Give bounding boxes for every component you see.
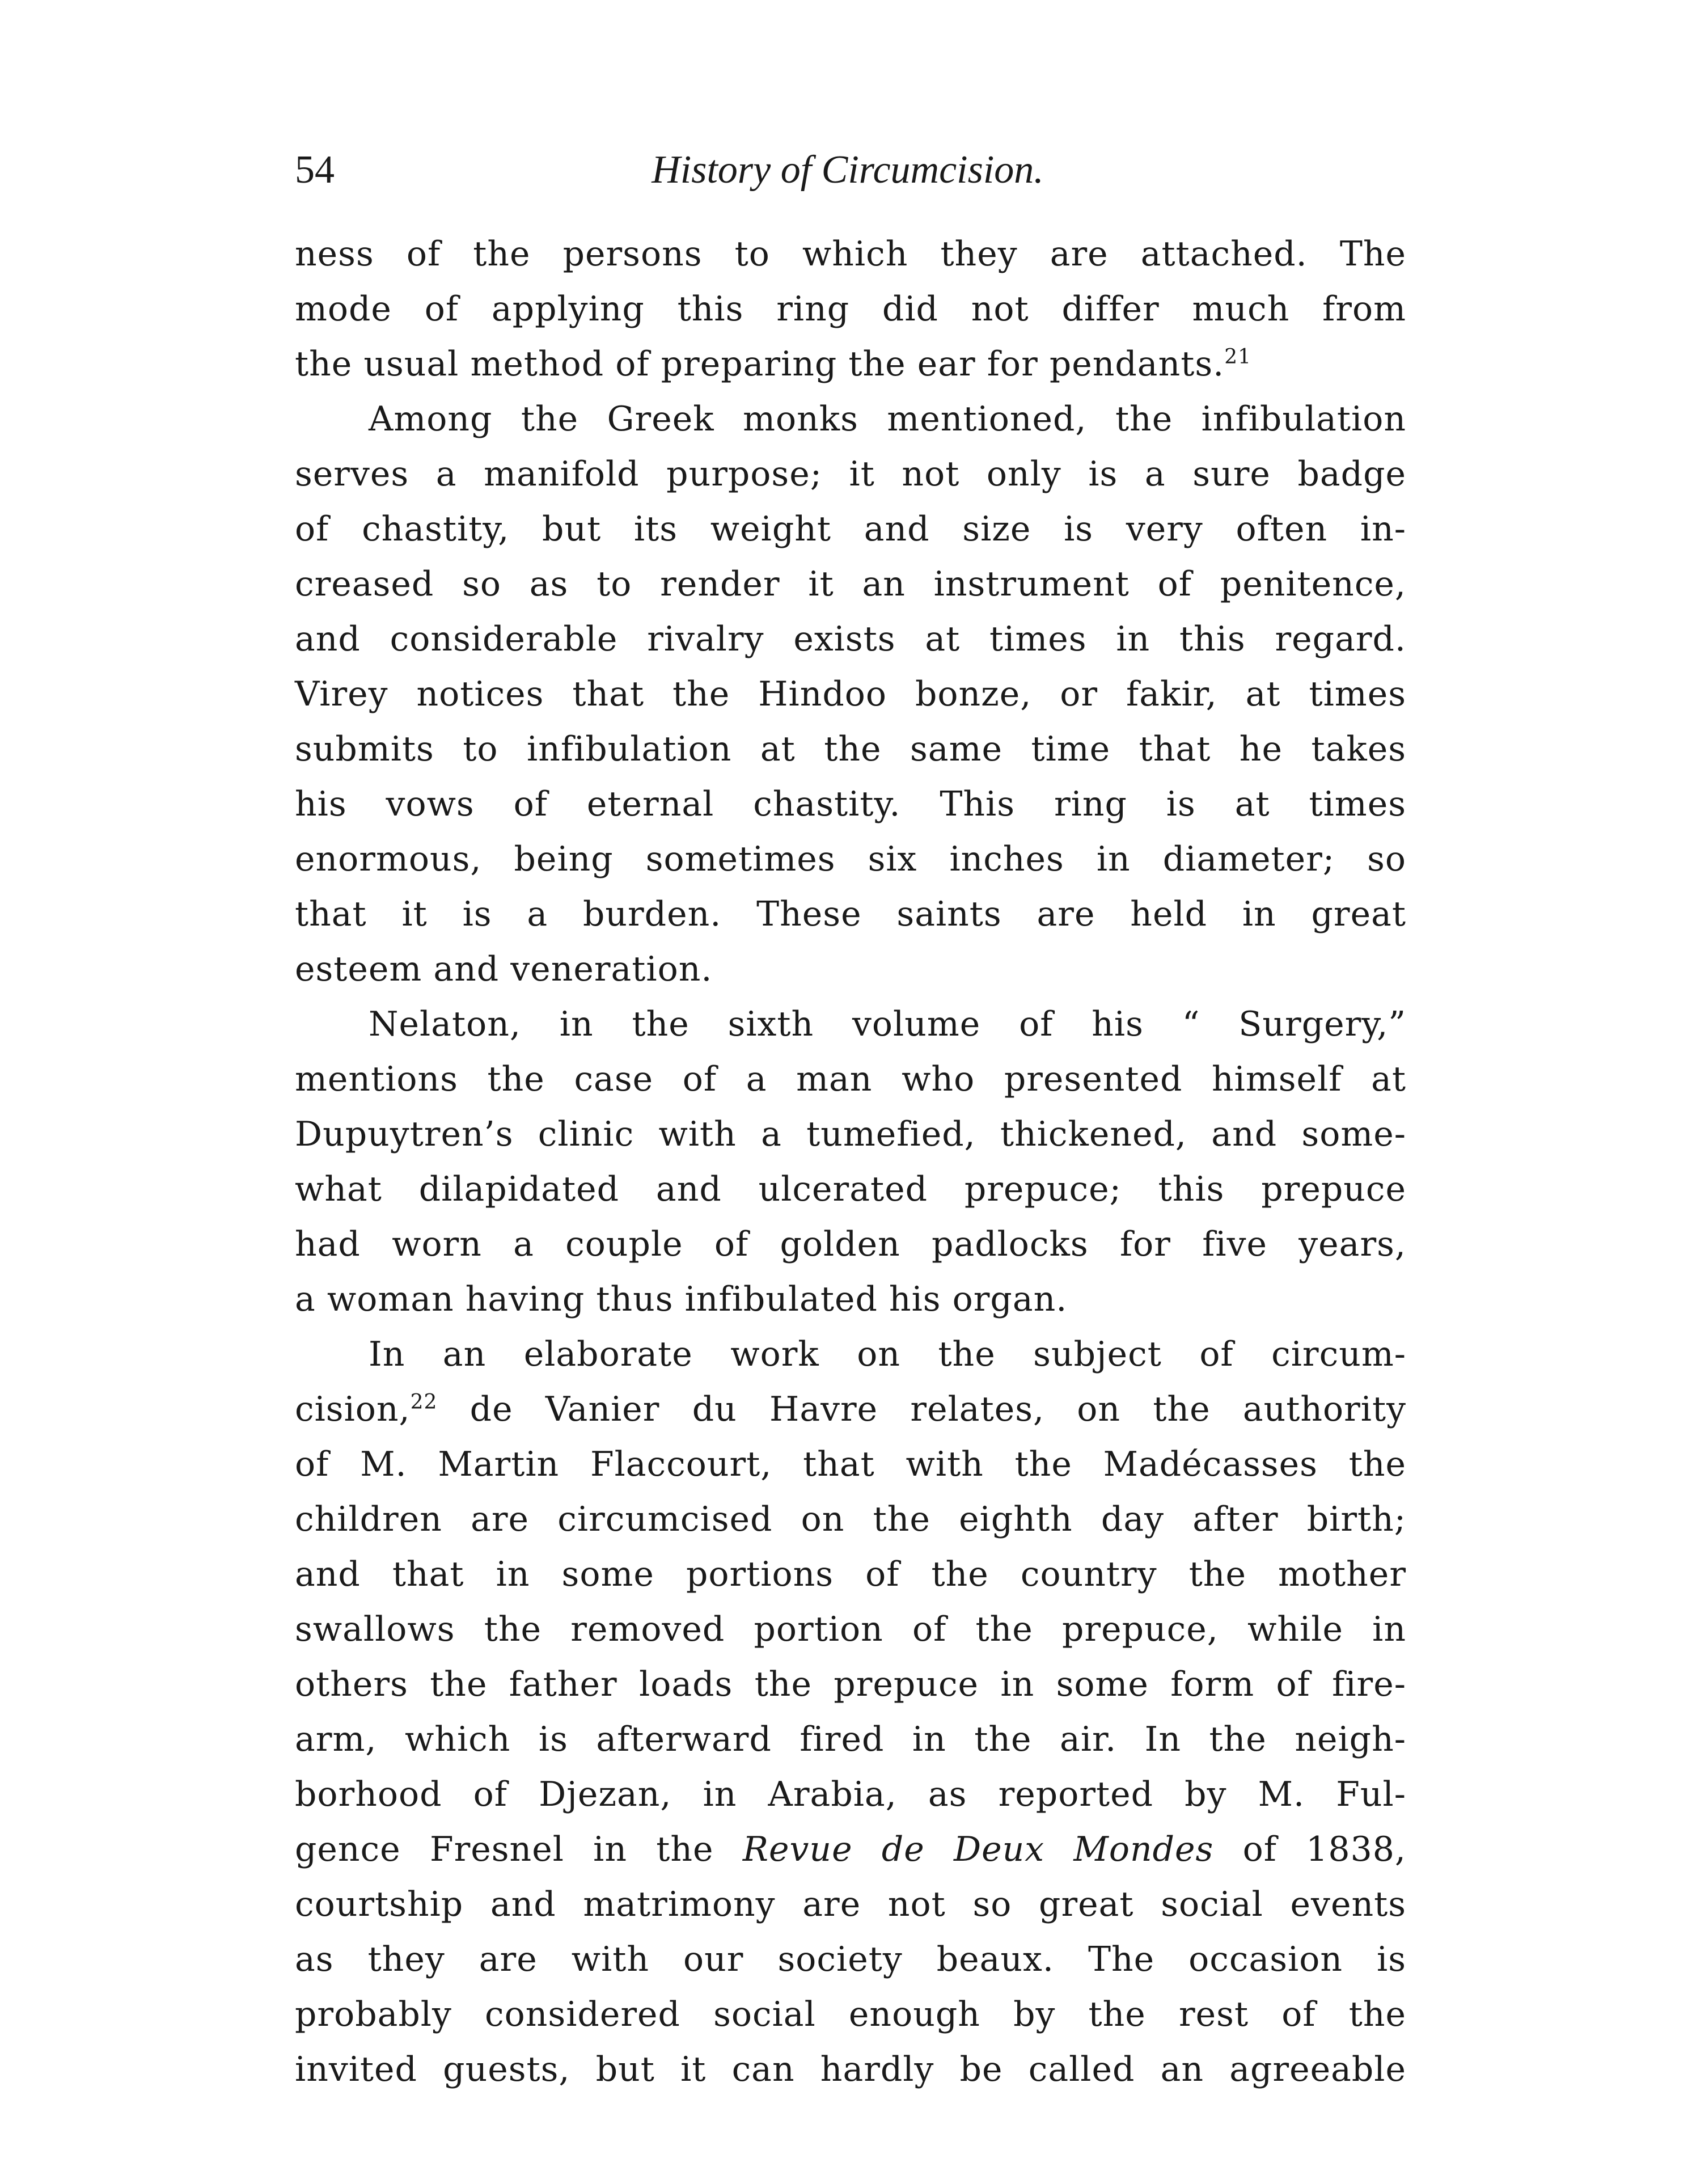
text-line: ness of the persons to which they are attached. The — [295, 234, 1406, 274]
text-line: esteem and veneration. — [295, 949, 713, 989]
text-line: borhood of Djezan, in Arabia, as reported by M. Ful- — [295, 1775, 1406, 1814]
paragraph-1 — [295, 227, 1406, 392]
text-span: gence Fresnel in the — [295, 1830, 743, 1869]
text-line — [295, 1382, 1406, 1437]
text-line: of M. Martin Flaccourt, that with the Madécasses the — [295, 1444, 1406, 1484]
body-text — [295, 227, 1406, 2097]
text-line: probably considered social enough by the rest of the — [295, 1995, 1406, 2034]
text-line: mentions the case of a man who presented himself at — [295, 1059, 1406, 1099]
text-line: enormous, being sometimes six inches in diameter; so — [295, 839, 1406, 879]
text-line — [295, 1822, 1406, 1877]
text-line: swallows the removed portion of the prepuce, while in — [295, 1610, 1406, 1649]
footnote-reference: 21 — [1224, 345, 1251, 369]
text-line: serves a manifold purpose; it not only is a sure badge — [295, 454, 1406, 494]
paragraph-4 — [295, 1327, 1406, 2097]
text-span: of 1838, — [1213, 1830, 1406, 1869]
text-line: mode of applying this ring did not differ much from — [295, 289, 1406, 329]
text-line: what dilapidated and ulcerated prepuce; this prepuce — [295, 1169, 1406, 1209]
text-span: the usual method of preparing the ear for pendants. — [295, 344, 1225, 384]
text-span: cision, — [295, 1389, 411, 1429]
text-line: as they are with our society beaux. The occasion is — [295, 1940, 1406, 1979]
text-line: In an elaborate work on the subject of circum- — [369, 1334, 1406, 1374]
paragraph-2 — [295, 392, 1406, 997]
text-line: children are circumcised on the eighth day after birth; — [295, 1499, 1406, 1539]
running-title: History of Circumcision. — [652, 148, 1044, 192]
text-line: submits to infibulation at the same time that he takes — [295, 729, 1406, 769]
journal-title: Revue de Deux Mondes — [742, 1830, 1214, 1869]
text-line: creased so as to render it an instrument of penitence, — [295, 564, 1406, 604]
text-line: of chastity, but its weight and size is very often in- — [295, 509, 1406, 549]
text-line: had worn a couple of golden padlocks for five years, — [295, 1224, 1406, 1264]
text-line: arm, which is afterward fired in the air. In the neigh- — [295, 1720, 1406, 1759]
text-line: his vows of eternal chastity. This ring is at times — [295, 784, 1406, 824]
paragraph-3 — [295, 997, 1406, 1327]
text-line: Nelaton, in the sixth volume of his “ Surgery,” — [369, 1004, 1406, 1044]
text-line: others the father loads the prepuce in some form of fire- — [295, 1665, 1406, 1704]
text-line: a woman having thus infibulated his organ. — [295, 1279, 1068, 1319]
text-line: courtship and matrimony are not so great social events — [295, 1885, 1406, 1924]
text-line: that it is a burden. These saints are held in great — [295, 894, 1406, 934]
text-line — [295, 337, 1406, 392]
text-line: Virey notices that the Hindoo bonze, or fakir, at times — [295, 674, 1406, 714]
text-span: de Vanier du Havre relates, on the authority — [437, 1389, 1406, 1429]
text-line: and that in some portions of the country the mother — [295, 1554, 1406, 1594]
running-head — [295, 136, 1401, 204]
page-number: 54 — [295, 148, 335, 192]
text-line: Among the Greek monks mentioned, the infibulation — [369, 399, 1406, 439]
text-line: Dupuytren’s clinic with a tumefied, thickened, and some- — [295, 1114, 1406, 1154]
text-line: invited guests, but it can hardly be called an agreeable — [295, 2050, 1406, 2089]
footnote-reference: 22 — [410, 1391, 438, 1414]
text-line: and considerable rivalry exists at times in this regard. — [295, 619, 1406, 659]
